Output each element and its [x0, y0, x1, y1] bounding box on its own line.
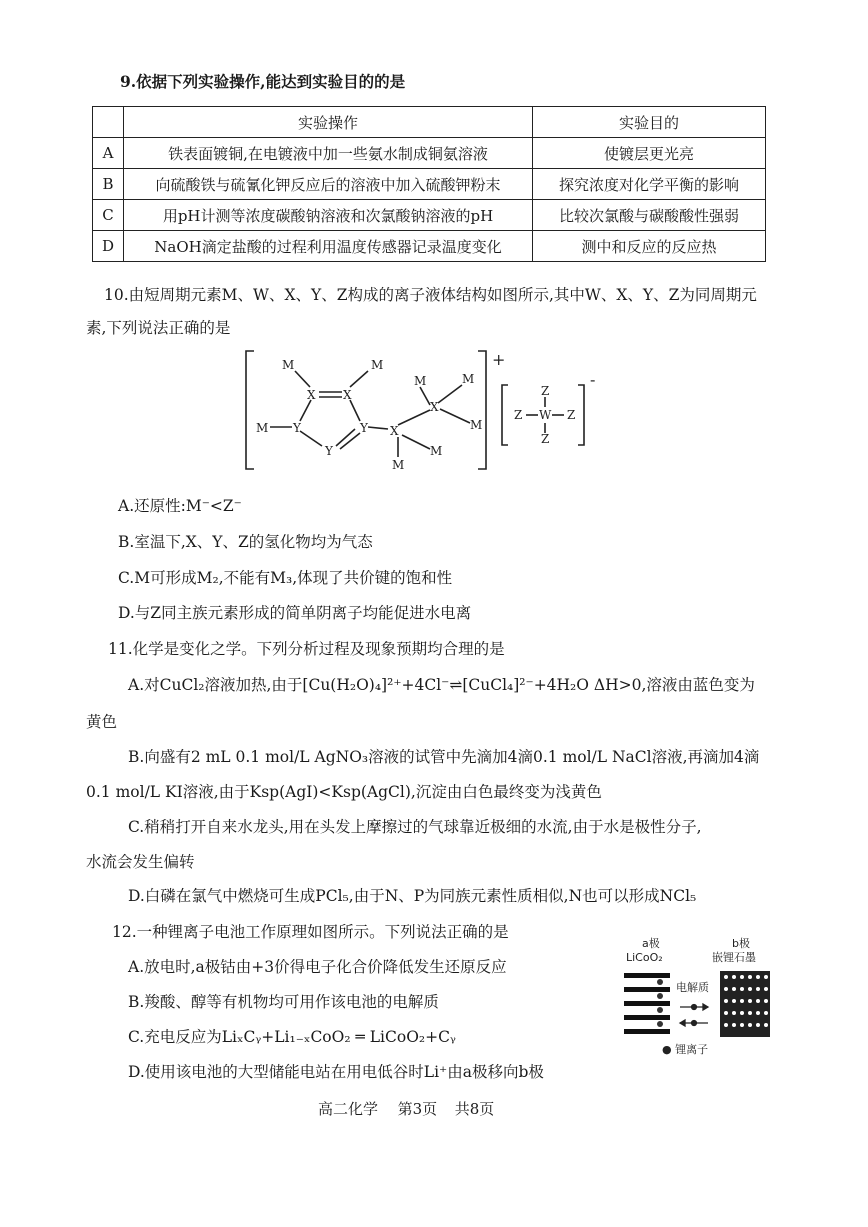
q11-option-c-line2: 水流会发生偏转	[86, 853, 195, 871]
table-header-operation: 实验操作	[124, 107, 533, 138]
table-header-row	[93, 107, 766, 138]
ion-arrows	[680, 1004, 708, 1026]
q10-option-a: A.还原性:M⁻<Z⁻	[118, 497, 242, 515]
table-header-blank	[93, 107, 124, 138]
a-electrode-material: LiCoO₂	[626, 951, 663, 964]
atom-label: X	[343, 388, 352, 402]
table-header-goal: 实验目的	[533, 107, 766, 138]
atom-label: X	[390, 424, 399, 438]
q11-option-c-line1: C.稍稍打开自来水龙头,用在头发上摩擦过的气球靠近极细的水流,由于水是极性分子,	[128, 818, 702, 836]
row-operation: 铁表面镀铜,在电镀液中加一些氨水制成铜氨溶液	[124, 138, 533, 169]
row-operation: 向硫酸铁与硫氰化钾反应后的溶液中加入硫酸钾粉末	[124, 169, 533, 200]
row-goal: 测中和反应的反应热	[533, 231, 766, 262]
row-goal: 探究浓度对化学平衡的影响	[533, 169, 766, 200]
q9-table	[92, 106, 766, 262]
q10-title-line1: 10.由短周期元素M、W、X、Y、Z构成的离子液体结构如图所示,其中W、X、Y、Z为同周期元	[104, 286, 757, 304]
b-electrode-label: b极	[732, 937, 750, 950]
b-electrode-material: 嵌锂石墨	[712, 951, 756, 964]
q12-title: 12.一种锂离子电池工作原理如图所示。下列说法正确的是	[112, 923, 509, 941]
q9-title: 9.依据下列实验操作,能达到实验目的的是	[120, 72, 406, 91]
atom-label: Z	[514, 408, 523, 422]
atom-label: M	[430, 444, 443, 458]
row-letter: D	[93, 231, 124, 262]
lithium-ion-legend: ● 锂离子	[662, 1043, 709, 1056]
row-letter: A	[93, 138, 124, 169]
q12-option-d: D.使用该电池的大型储能电站在用电低谷时Li⁺由a极移向b极	[128, 1063, 544, 1081]
table-row	[93, 138, 766, 169]
q12-option-c: C.充电反应为LiₓCᵧ+Li₁₋ₓCoO₂ ═ LiCoO₂+Cᵧ	[128, 1028, 456, 1046]
footer-subject: 高二化学	[318, 1100, 379, 1118]
footer-total: 共8页	[454, 1100, 495, 1118]
atom-label: X	[430, 400, 439, 414]
b-electrode-graphite	[720, 971, 770, 1037]
q12-option-a: A.放电时,a极钴由+3价得电子化合价降低发生还原反应	[128, 958, 507, 976]
atom-label: M	[282, 358, 295, 372]
table-row	[93, 231, 766, 262]
a-electrode-layers	[624, 973, 670, 1034]
row-goal: 使镀层更光亮	[533, 138, 766, 169]
atom-label: Z	[541, 384, 550, 398]
a-electrode-label: a极	[642, 937, 660, 950]
atom-label: W	[539, 408, 552, 422]
anion-charge: -	[590, 370, 596, 389]
q11-option-a-line2: 黄色	[86, 713, 118, 731]
q10-option-d: D.与Z同主族元素形成的简单阴离子均能促进水电离	[118, 604, 472, 622]
atom-label: M	[256, 421, 269, 435]
row-operation: NaOH滴定盐酸的过程利用温度传感器记录温度变化	[124, 231, 533, 262]
atom-label: Y	[293, 421, 301, 435]
cation-charge: +	[492, 350, 506, 369]
atom-label: M	[470, 418, 483, 432]
atom-label: M	[414, 374, 427, 388]
q10-option-c: C.M可形成M₂,不能有M₃,体现了共价键的饱和性	[118, 569, 453, 587]
q11-option-b-line2: 0.1 mol/L KI溶液,由于Ksp(AgI)<Ksp(AgCl),沉淀由白色最终变为浅黄色	[86, 783, 602, 801]
atom-label: Y	[325, 444, 333, 458]
row-goal: 比较次氯酸与碳酸酸性强弱	[533, 200, 766, 231]
atom-label: X	[307, 388, 316, 402]
q11-title: 11.化学是变化之学。下列分析过程及现象预期均合理的是	[108, 640, 505, 658]
row-letter: B	[93, 169, 124, 200]
q11-option-a-line1: A.对CuCl₂溶液加热,由于[Cu(H₂O)₄]²⁺+4Cl⁻⇌[CuCl₄]²⁻+4H₂O ΔH>0,溶液由蓝色变为	[128, 676, 755, 694]
q10-title-line2: 素,下列说法正确的是	[86, 319, 231, 337]
atom-label: M	[392, 458, 405, 472]
atom-label: M	[462, 372, 475, 386]
ionic-liquid-structure	[240, 345, 620, 475]
page-footer	[318, 1098, 494, 1119]
footer-page: 第3页	[397, 1100, 438, 1118]
q12-option-b: B.羧酸、醇等有机物均可用作该电池的电解质	[128, 993, 439, 1011]
q11-option-d-line1: D.白磷在氯气中燃烧可生成PCl₅,由于N、P为同族元素性质相似,N也可以形成NCl₅	[128, 887, 697, 905]
atom-label: Z	[567, 408, 576, 422]
table-row	[93, 169, 766, 200]
atom-label: M	[371, 358, 384, 372]
electrolyte-label: 电解质	[676, 981, 709, 994]
q10-option-b: B.室温下,X、Y、Z的氢化物均为气态	[118, 533, 373, 551]
row-operation: 用pH计测等浓度碳酸钠溶液和次氯酸钠溶液的pH	[124, 200, 533, 231]
q11-option-b-line1: B.向盛有2 mL 0.1 mol/L AgNO₃溶液的试管中先滴加4滴0.1 mol/L NaCl溶液,再滴加4滴	[128, 748, 760, 766]
atom-label: Y	[360, 421, 368, 435]
battery-diagram	[612, 935, 784, 1065]
row-letter: C	[93, 200, 124, 231]
table-row	[93, 200, 766, 231]
atom-label: Z	[541, 432, 550, 446]
